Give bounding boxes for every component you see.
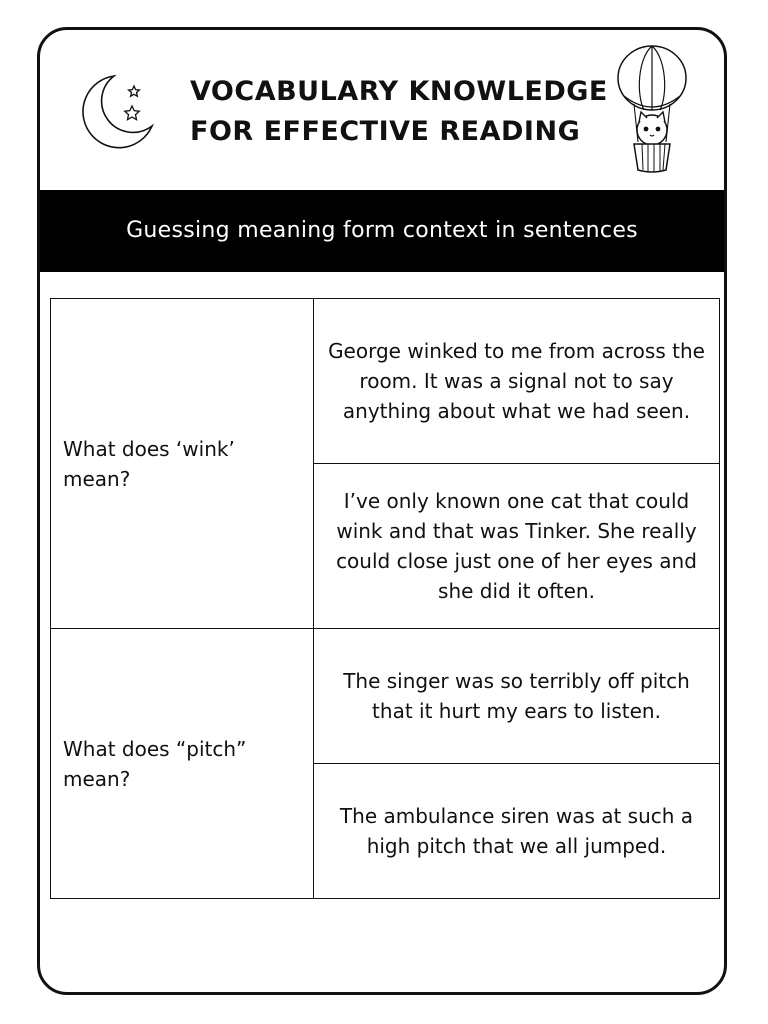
title-line-1: VOCABULARY KNOWLEDGE (190, 76, 608, 107)
title-line-2: FOR EFFECTIVE READING (190, 116, 581, 147)
moon-stars-icon (76, 70, 156, 150)
subtitle-banner: Guessing meaning form context in sentences (40, 190, 724, 272)
context-sentence-cell: I’ve only known one cat that could wink and that was Tinker. She really could close just one of her eyes and she did it often. (314, 464, 720, 629)
cat-hot-air-balloon-icon (612, 44, 692, 174)
worksheet-title (190, 72, 608, 152)
question-cell: What does “pitch” mean? (51, 629, 314, 899)
question-cell: What does ‘wink’ mean? (51, 299, 314, 629)
context-sentence-cell: The singer was so terribly off pitch that it hurt my ears to listen. (314, 629, 720, 764)
table-row (51, 299, 720, 464)
questions-table (50, 298, 720, 899)
worksheet-card (37, 27, 727, 995)
context-sentence-cell: The ambulance siren was at such a high pitch that we all jumped. (314, 764, 720, 899)
context-sentence-cell: George winked to me from across the room. It was a signal not to say anything about what we had seen. (314, 299, 720, 464)
table-row (51, 629, 720, 764)
